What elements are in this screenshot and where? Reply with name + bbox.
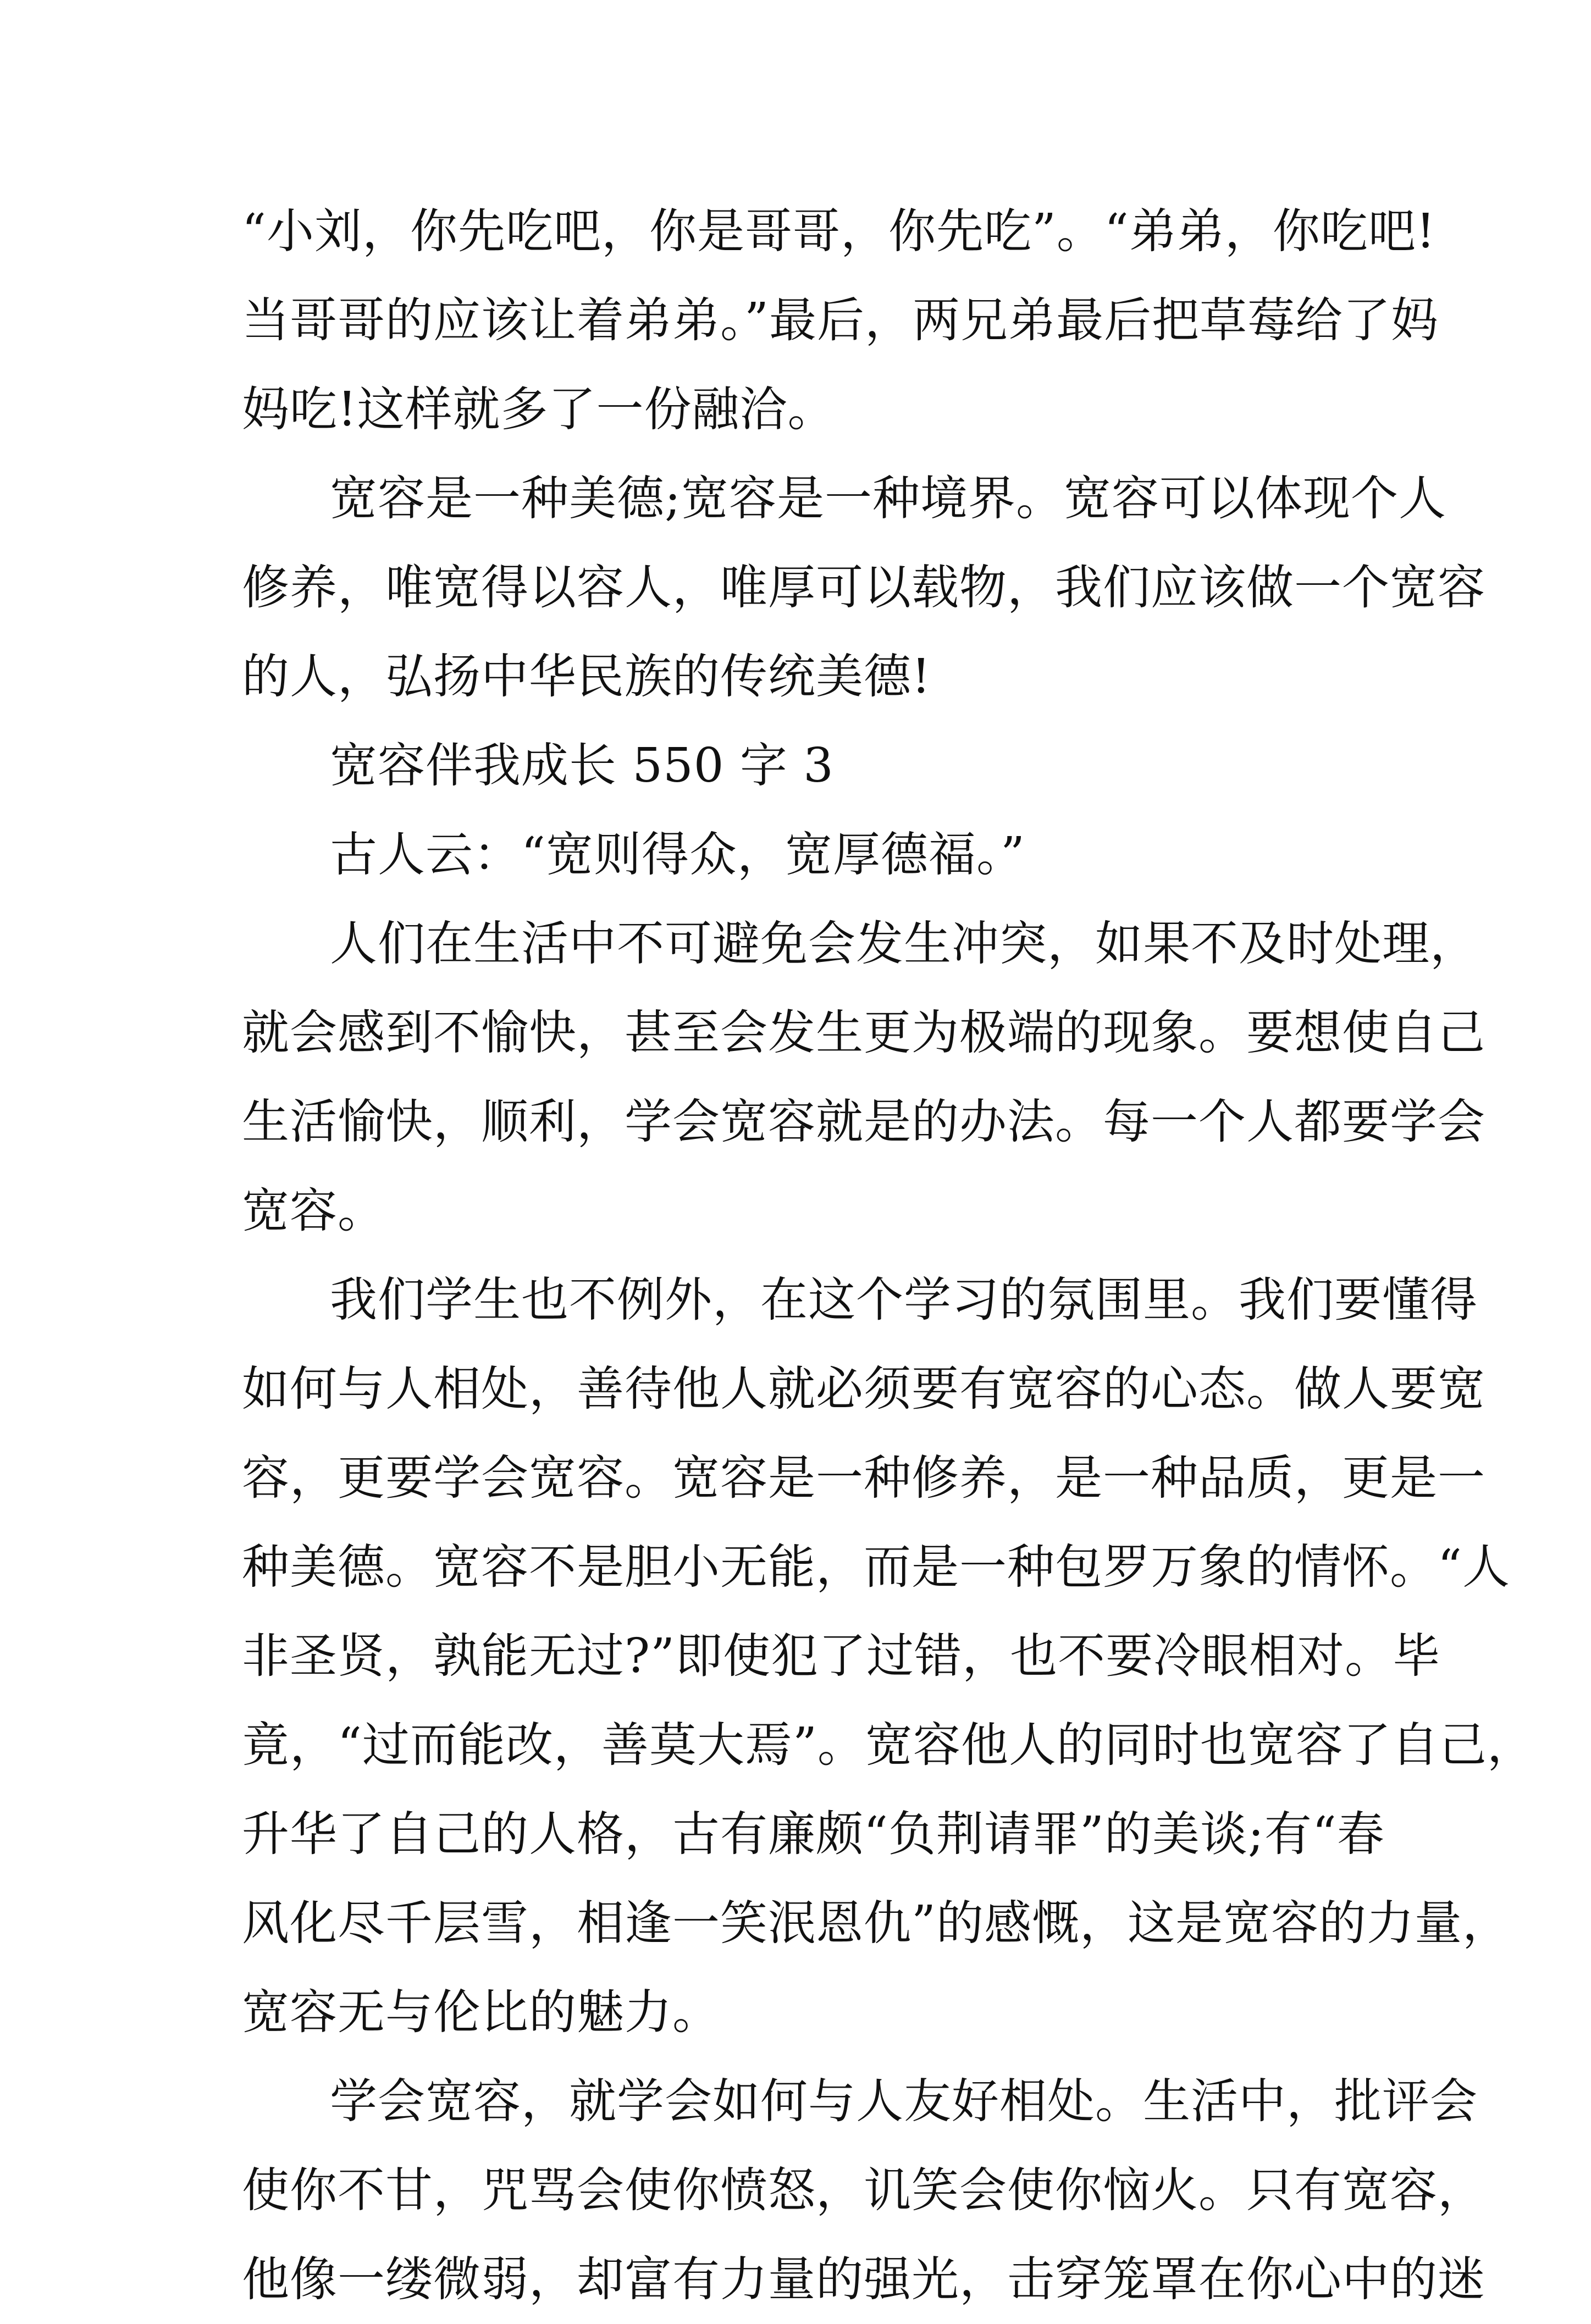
text-line: 生活愉快，顺利，学会宽容就是的办法。每一个人都要学会	[242, 1094, 1485, 1149]
text-line: 风化尽千层雪，相逢一笑泯恩仇”的感慨，这是宽容的力量，	[242, 1896, 1510, 1951]
text-line: 宽容是一种美德;宽容是一种境界。宽容可以体现个人	[330, 471, 1446, 526]
text-line: 当哥哥的应该让着弟弟。”最后，两兄弟最后把草莓给了妈	[242, 293, 1439, 348]
text-line: 就会感到不愉快，甚至会发生更为极端的现象。要想使自己	[242, 1005, 1485, 1060]
text-line: 如何与人相处，善待他人就必须要有宽容的心态。做人要宽	[242, 1362, 1485, 1416]
text-line: 非圣贤，孰能无过?”即使犯了过错，也不要冷眼相对。毕	[242, 1629, 1441, 1684]
text-line: 宽容。	[242, 1183, 385, 1238]
text-line: 宽容无与伦比的魅力。	[242, 1985, 720, 2040]
text-line: 他像一缕微弱，却富有力量的强光，击穿笼罩在你心中的迷	[242, 2252, 1485, 2307]
text-line: 修养，唯宽得以容人，唯厚可以载物，我们应该做一个宽容	[242, 560, 1485, 615]
text-line: 学会宽容，就学会如何与人友好相处。生活中，批评会	[330, 2074, 1478, 2129]
text-line: 种美德。宽容不是胆小无能，而是一种包罗万象的情怀。“人	[242, 1540, 1510, 1595]
text-line: 的人，弘扬中华民族的传统美德!	[242, 649, 931, 704]
text-line: 人们在生活中不可避免会发生冲突，如果不及时处理，	[330, 916, 1478, 971]
text-line: 妈吃!这样就多了一份融洽。	[242, 382, 836, 437]
text-line: 容，更要学会宽容。宽容是一种修养，是一种品质，更是一	[242, 1451, 1485, 1506]
text-line: 使你不甘，咒骂会使你愤怒，讥笑会使你恼火。只有宽容，	[242, 2163, 1485, 2218]
text-line: 宽容伴我成长 550 字 3	[330, 738, 834, 793]
text-line: 我们学生也不例外，在这个学习的氛围里。我们要懂得	[330, 1272, 1478, 1327]
text-line: 升华了自己的人格，古有廉颇“负荆请罪”的美谈;有“春	[242, 1807, 1385, 1862]
text-line: 竟，“过而能改，善莫大焉”。宽容他人的同时也宽容了自己，	[242, 1718, 1535, 1773]
document-body	[242, 187, 1535, 2324]
text-line: “小刘，你先吃吧，你是哥哥，你先吃”。“弟弟，你吃吧!	[242, 204, 1436, 259]
text-line: 古人云：“宽则得众，宽厚德福。”	[330, 827, 1025, 882]
